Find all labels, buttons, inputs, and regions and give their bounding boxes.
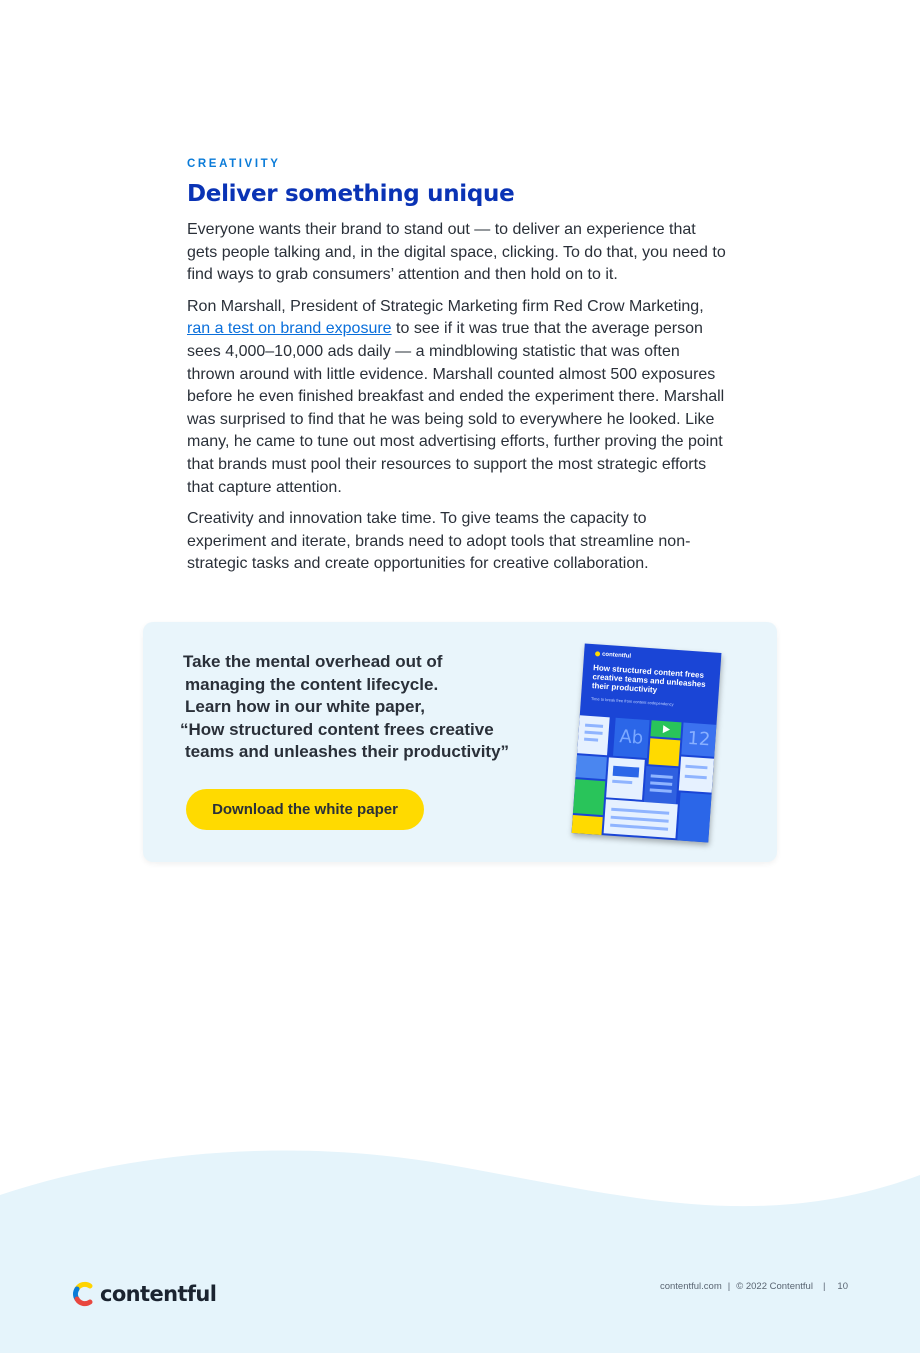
- cover-image-icon: [649, 738, 681, 766]
- cover-typography-tile: Ab: [613, 718, 650, 758]
- contentful-logo: [72, 1280, 216, 1307]
- brand-exposure-link[interactable]: ran a test on brand exposure: [187, 320, 392, 338]
- callout-text: [180, 651, 543, 764]
- cover-brand: [595, 651, 631, 659]
- paragraph-marshall-lead: Ron Marshall, President of Strategic Marketing firm Red Crow Marketing,: [187, 297, 704, 315]
- footer-separator: |: [822, 1281, 826, 1292]
- footer-wave-background: [0, 1140, 920, 1353]
- cover-number-tile: 12: [681, 723, 716, 757]
- footer-site: contentful.com: [659, 1281, 722, 1292]
- article-section: [187, 157, 727, 585]
- cover-play-icon: [650, 720, 681, 738]
- cover-list-tile: [644, 766, 678, 804]
- callout-line: managing the content lifecycle.: [185, 674, 439, 694]
- cover-calendar-icon: [573, 779, 605, 815]
- cover-brand-text: contentful: [601, 651, 632, 660]
- callout-line: Learn how in our white paper,: [185, 697, 425, 717]
- paragraph-creativity: Creativity and innovation take time. To give teams the capacity to experiment and iterate, brands need to adopt tools that streamline non-strategic tasks and create opportunities for creative collaboration.: [187, 510, 691, 573]
- cover-subtitle: Time to break free from content codependency: [590, 696, 674, 707]
- callout-line: teams and unleashes their productivity”: [185, 742, 510, 762]
- contentful-logo-icon: [72, 1281, 96, 1307]
- page-number: 10: [837, 1281, 848, 1292]
- footer-separator: |: [727, 1281, 731, 1292]
- footer-copyright: © 2022 Contentful: [736, 1281, 813, 1292]
- cover-link-tile: [575, 755, 606, 779]
- callout-line: Take the mental overhead out of: [183, 652, 443, 671]
- white-paper-cover-image: [572, 643, 722, 842]
- download-white-paper-button[interactable]: Download the white paper: [186, 789, 424, 830]
- contentful-logo-icon: [595, 651, 600, 656]
- cover-title: How structured content frees creative teams and unleashes their productivity: [591, 663, 706, 695]
- paragraph-intro: Everyone wants their brand to stand out — to deliver an experience that gets people talking and, in the digital space, clicking. To do that, you need to find ways to grab consumers’ attention and then hold on to it.: [187, 221, 726, 284]
- cover-accent-tile: [572, 815, 603, 835]
- callout-line: “How structured content frees creative: [180, 719, 494, 739]
- paragraph-marshall-rest: to see if it was true that the average person sees 4,000–10,000 ads daily — a mindblowing statistic that was often thrown around with little evidence. Marshall counted almost 500 exposures before he even finished breakfast and ended the experiment there. Marshall was surprised to find that he was being sold to everywhere he looked. Like many, he came to tune out most advertising efforts, further proving the point that brands must pool their resources to support the most strategic efforts that capture attention.: [187, 320, 725, 496]
- cover-document-tile: [577, 715, 610, 755]
- section-headline: Deliver something unique: [187, 181, 515, 207]
- section-eyebrow: CREATIVITY: [187, 158, 281, 170]
- paragraph-marshall: [187, 296, 727, 499]
- contentful-logo-text: contentful: [100, 1281, 217, 1306]
- cover-table-tile: [679, 756, 714, 792]
- footer-meta: [660, 1281, 848, 1292]
- cover-pdf-tile: [677, 793, 711, 843]
- cover-layout-tile: [606, 757, 645, 799]
- cover-form-tile: [604, 799, 678, 838]
